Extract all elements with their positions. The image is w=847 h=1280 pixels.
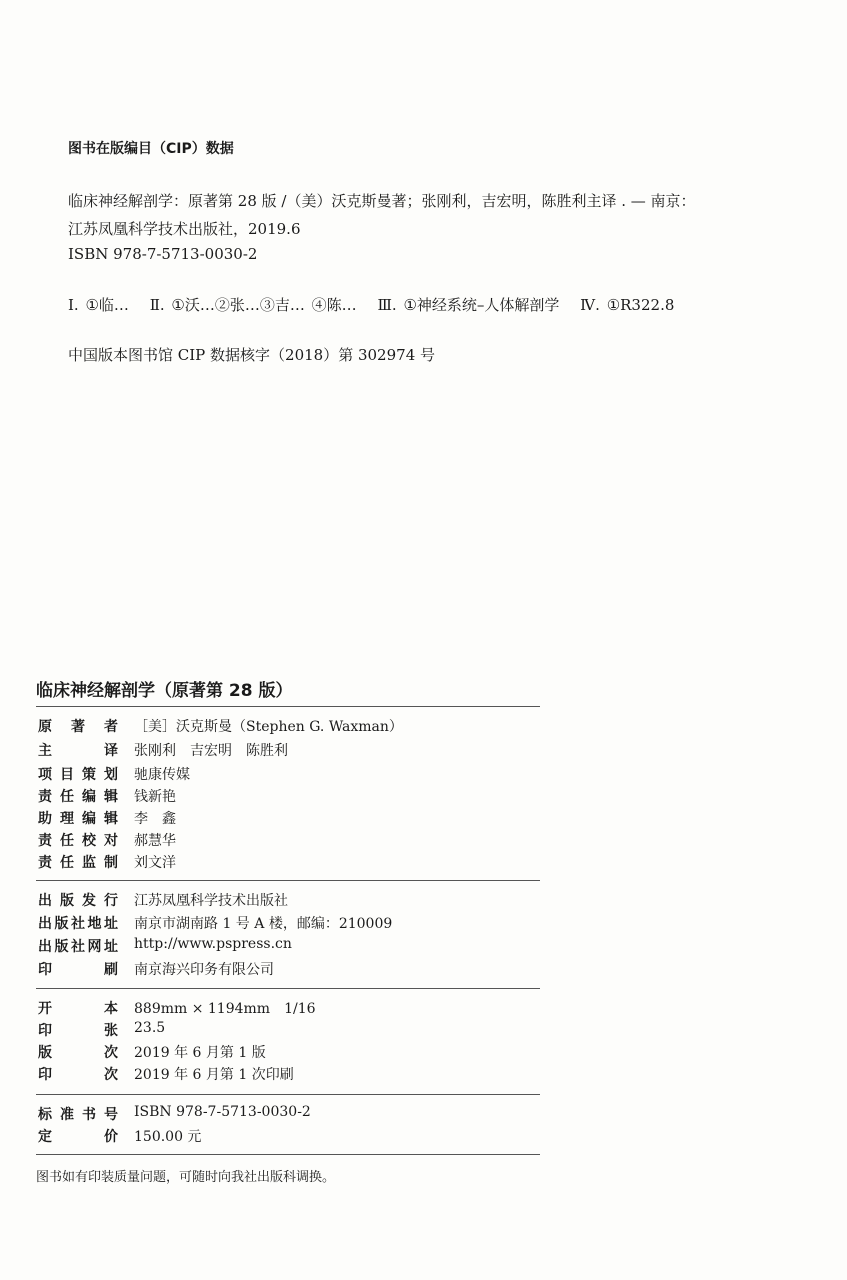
row-value: 2019 年 6 月第 1 版 — [134, 1045, 266, 1061]
row-value: 江苏凤凰科学技术出版社 — [134, 893, 288, 909]
divider-2 — [36, 880, 540, 881]
cip-class-4: Ⅳ. ①R322.8 — [580, 296, 675, 314]
row-label: 出版发行 — [38, 893, 118, 909]
row-value: 驰康传媒 — [134, 767, 190, 783]
book-title: 临床神经解剖学（原著第 28 版） — [36, 681, 293, 701]
row-label: 责任校对 — [38, 833, 118, 849]
row-value: http://www.pspress.cn — [134, 936, 292, 952]
row-value: 李 鑫 — [134, 811, 176, 827]
row-value: 郝慧华 — [134, 833, 176, 849]
row-label: 印张 — [38, 1023, 118, 1039]
cip-class-1: Ⅰ. ①临… — [68, 296, 129, 314]
row-value: 150.00 元 — [134, 1129, 202, 1145]
row-label: 原著者 — [38, 719, 118, 735]
divider-3 — [36, 988, 540, 989]
row-label: 责任编辑 — [38, 789, 118, 805]
row-label: 责任监制 — [38, 855, 118, 871]
cip-record-line-1: 临床神经解剖学：原著第 28 版 /（美）沃克斯曼著；张刚利，吉宏明，陈胜利主译 . — 南京： — [68, 192, 696, 210]
row-value: 刘文洋 — [134, 855, 176, 871]
cip-classification — [68, 294, 688, 315]
row-value: 23.5 — [134, 1020, 166, 1036]
footnote: 图书如有印装质量问题，可随时向我社出版科调换。 — [36, 1170, 336, 1185]
row-value: 张刚利 吉宏明 陈胜利 — [134, 743, 288, 759]
row-label: 出版社网址 — [38, 939, 118, 955]
row-label: 开本 — [38, 1001, 118, 1017]
row-label: 标准书号 — [38, 1107, 118, 1123]
row-value: 南京海兴印务有限公司 — [134, 962, 274, 978]
row-label: 出版社地址 — [38, 916, 118, 932]
row-label: 助理编辑 — [38, 811, 118, 827]
divider-5 — [36, 1154, 540, 1155]
row-value: 889mm × 1194mm 1/16 — [134, 1001, 316, 1017]
row-label: 主译 — [38, 743, 118, 759]
cip-heading: 图书在版编目（CIP）数据 — [68, 141, 234, 157]
row-label: 版次 — [38, 1045, 118, 1061]
row-label: 项目策划 — [38, 767, 118, 783]
cip-isbn: ISBN 978-7-5713-0030-2 — [68, 245, 258, 263]
row-value: 钱新艳 — [134, 789, 176, 805]
row-label: 印次 — [38, 1067, 118, 1083]
divider-1 — [36, 706, 540, 707]
row-label: 定价 — [38, 1129, 118, 1145]
row-value: ［美］沃克斯曼（Stephen G. Waxman） — [134, 719, 403, 735]
divider-4 — [36, 1094, 540, 1095]
cip-class-3: Ⅲ. ①神经系统–人体解剖学 — [377, 296, 560, 314]
cip-number: 中国版本图书馆 CIP 数据核字（2018）第 302974 号 — [68, 346, 436, 364]
row-value: ISBN 978-7-5713-0030-2 — [134, 1104, 311, 1120]
row-label: 印刷 — [38, 962, 118, 978]
cip-record-line-2: 江苏凤凰科学技术出版社，2019.6 — [68, 220, 301, 238]
row-value: 2019 年 6 月第 1 次印刷 — [134, 1067, 294, 1083]
row-value: 南京市湖南路 1 号 A 楼，邮编：210009 — [134, 916, 393, 932]
cip-class-2: Ⅱ. ①沃…②张…③吉… ④陈… — [149, 296, 357, 314]
